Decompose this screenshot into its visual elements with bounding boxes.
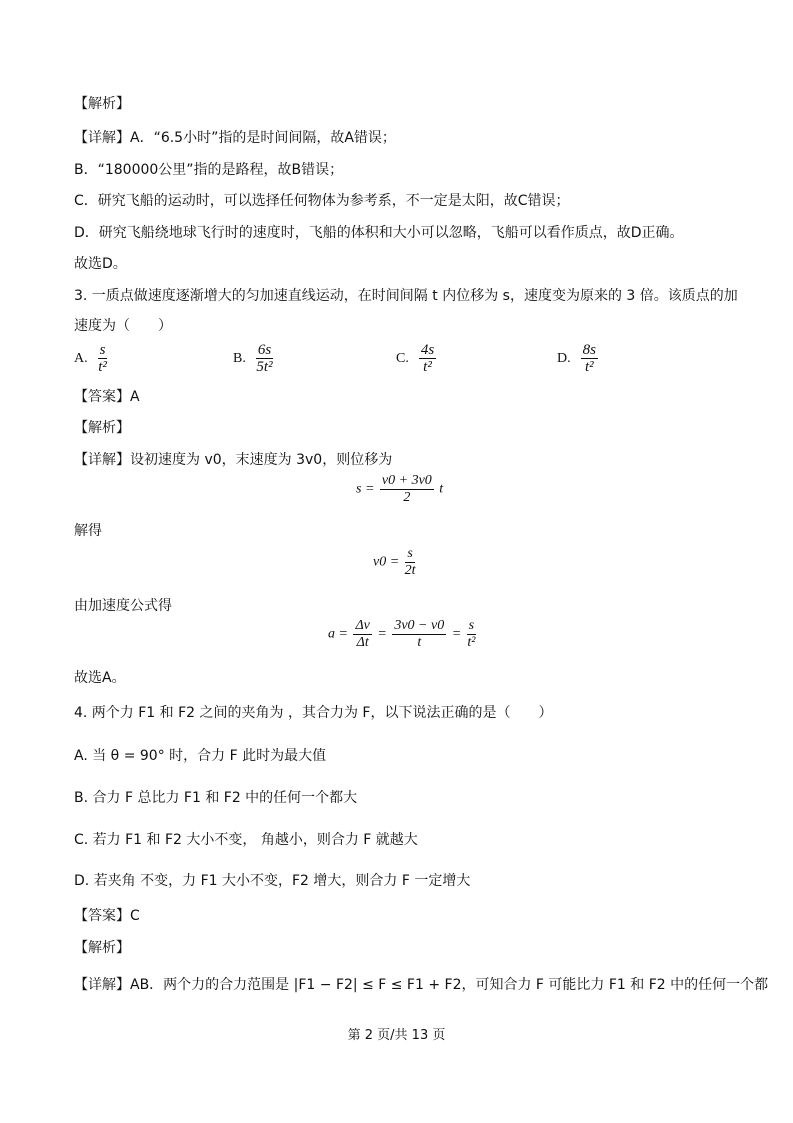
option-3d: D. $\frac{8s}{\text{t²}}$ (557, 342, 596, 375)
detail-3: 【详解】设初速度为 v0，末速度为 3v0，则位移为 (74, 452, 393, 468)
option-3a: A. $\frac{s}{\text{t²}}$ (74, 342, 107, 375)
option-4b: B. 合力 F 总比力 F1 和 F2 中的任何一个都大 (74, 790, 358, 806)
answer-4: 【答案】C (74, 908, 140, 924)
acceleration-formula-label: 由加速度公式得 (74, 598, 172, 614)
detail-c: C．研究飞船的运动时，可以选择任何物体为参考系，不一定是太阳，故C错误； (74, 193, 570, 209)
option-4d: D. 若夹角 不变，力 F1 大小不变，F2 增大，则合力 F 一定增大 (74, 873, 471, 889)
analysis-3: 【解析】 (74, 420, 130, 436)
page-footer: 第 2 页/共 13 页 (347, 1028, 446, 1043)
choose-d: 故选D。 (74, 256, 127, 272)
equation-displacement: s = $\frac{v0 + 3v0}{2}$ t (356, 473, 444, 505)
analysis-4: 【解析】 (74, 940, 130, 956)
analysis-heading: 【解析】 (74, 96, 130, 112)
question-3-line1: 3. 一质点做速度逐渐增大的匀加速直线运动，在时间间隔 t 内位移为 s，速度变为原来的 3 倍。该质点的加 (74, 288, 738, 304)
equation-initial-velocity: v0 = $\frac{s}{2t}$ (373, 546, 416, 578)
solve-label: 解得 (74, 523, 102, 539)
choose-a: 故选A。 (74, 670, 126, 686)
detail-4: 【详解】AB．两个力的合力范围是 |F1 − F2| ≤ F ≤ F1 + F2，可知合力 F 可能比力 F1 和 F2 中的任何一个都 (74, 977, 769, 993)
answer-3: 【答案】A (74, 389, 140, 405)
detail-b: B．“180000公里”指的是路程，故B错误； (74, 162, 344, 178)
question-4: 4. 两个力 F1 和 F2 之间的夹角为 ，其合力为 F，以下说法正确的是（ ） (74, 705, 553, 721)
detail-d: D．研究飞船绕地球飞行时的速度时，飞船的体积和大小可以忽略，飞船可以看作质点，故D正确。 (74, 225, 684, 241)
option-3b: B. $\frac{6s}{\text{5t²}}$ (233, 342, 273, 375)
equation-acceleration: a = $\frac{\Delta v}{\Delta t}$ = $\frac{3v0 - v0}{t}$ = $\frac{s}{\text{t²}}$ (328, 618, 476, 650)
detail-a: 【详解】A．“6.5小时”指的是时间间隔，故A错误； (74, 130, 396, 146)
question-3-line2: 速度为（ ） (74, 318, 172, 334)
option-4a: A. 当 θ = 90° 时，合力 F 此时为最大值 (74, 748, 327, 764)
option-4c: C. 若力 F1 和 F2 大小不变， 角越小，则合力 F 就越大 (74, 832, 418, 848)
option-3c: C. $\frac{4s}{\text{t²}}$ (396, 342, 435, 375)
